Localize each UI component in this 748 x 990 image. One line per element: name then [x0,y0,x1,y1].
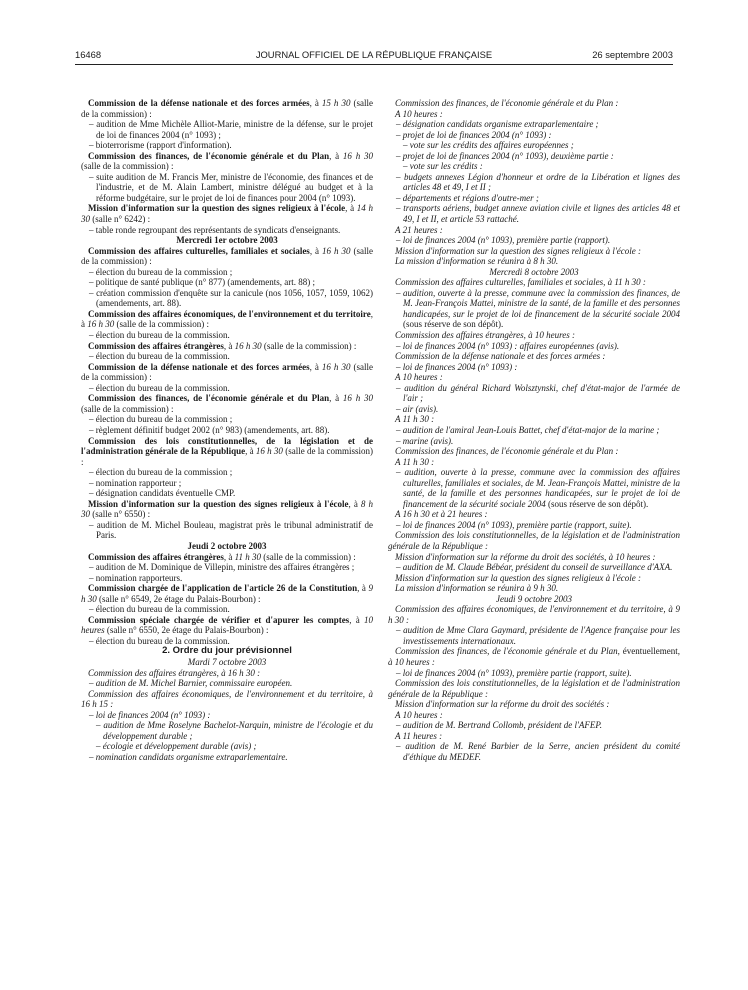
text-run: 2. Ordre du jour prévisionnel [162,645,292,657]
agenda-item [81,172,373,204]
text-run: – vote sur les crédits des affaires européennes ; [403,140,574,151]
text-run: Commission des affaires étrangères [88,551,224,562]
agenda-item [81,330,373,341]
text-run: – élection du bureau de la commission. [89,604,230,615]
text-run: – désignation candidats organisme extraparlementaire ; [396,119,599,130]
text-run: – élection du bureau de la commission ; [89,467,233,478]
agenda-item [81,225,373,236]
day-heading [81,541,373,552]
agenda-item [81,478,373,489]
agenda-paragraph [388,530,680,551]
text-run: – audition du général Richard Wolsztynski, chef d'état-major de l'armée de l'air ; [396,382,680,404]
text-run: – audition de M. Bertrand Collomb, président de l'AFEP. [396,720,602,731]
text-run: – audition de M. Claude Bébéar, président du conseil de surveillance d'AXA. [396,562,673,573]
text-run: – élection du bureau de la commission. [89,351,230,362]
agenda-item [388,193,680,204]
agenda-paragraph [81,436,373,468]
text-run: La mission d'information se réunira à 8 h 30. [395,256,559,267]
text-run: – nomination candidats organisme extraparlementaire. [89,751,288,762]
text-run: – audition de M. René Barbier de la Serre, ancien président du comité d'éthique du MEDEF. [396,741,680,762]
agenda-item [81,288,373,309]
text-run: , à [345,203,357,214]
day-heading [81,657,373,668]
agenda-paragraph [388,446,680,457]
text-run: – marine (avis). [396,435,454,446]
text-run: – audition de M. Dominique de Villepin, ministre des affaires étrangères ; [89,562,355,573]
text-run: – audition de M. Michel Barnier, commissaire européen. [89,678,293,689]
text-run: Commission de la défense nationale et des forces armées [88,98,310,108]
text-run: Mission d'information sur la question des signes religieux à l'école : [395,245,641,256]
agenda-paragraph [388,699,680,710]
section-heading [81,646,373,657]
agenda-item [388,161,680,172]
agenda-item [81,752,373,763]
agenda-item [388,130,680,141]
agenda-item [388,741,680,762]
text-run: 8 h 30 [81,498,373,520]
text-run: – élection du bureau de la commission ; [89,414,233,425]
agenda-paragraph [81,615,373,636]
text-run: (salle de la commission) : [261,551,356,562]
text-run: 16 h 30 [234,340,262,351]
text-run: , à [309,361,322,372]
text-run: Commission spéciale chargée de vérifier et d'apurer les comptes [88,614,350,625]
text-run: Commission des affaires étrangères, à 10 heures : [395,330,575,341]
text-run: A 10 heures : [395,108,443,119]
agenda-paragraph [388,256,680,267]
text-run: – élection du bureau de la commission. [89,382,230,393]
agenda-item [81,604,373,615]
text-run: , à 10 heures : [388,646,680,667]
text-run: Commission chargée de l'application de l'article 26 de la Constitution [88,583,358,594]
text-run: – loi de finances 2004 (n° 1093) : affaires européennes (avis). [396,340,620,351]
agenda-item [388,425,680,436]
text-run: (salle n° 6242) : [90,214,151,225]
text-run: 15 h 30 [321,98,351,108]
page-header [75,50,673,64]
text-run: Mission d'information sur la réforme du droit des sociétés, à 10 heures : [395,551,656,562]
agenda-item [388,720,680,731]
agenda-paragraph [388,98,680,109]
agenda-item [81,140,373,151]
text-run: , à [245,446,256,457]
text-run: – loi de finances 2004 (n° 1093) : [396,361,518,372]
text-run: A 11 heures : [395,730,443,741]
text-run: (salle de la commission) : [261,340,357,351]
agenda-item [388,362,680,373]
text-run: Commission des affaires économiques, de l'environnement et du territoire, à 16 h 15 : [81,688,373,710]
text-run: – élection du bureau de la commission. [89,635,230,646]
text-run: – table ronde regroupant des représentants de syndicats d'enseignants. [89,224,341,235]
agenda-item [81,520,373,541]
agenda-paragraph [81,341,373,352]
text-run: Mission d'information sur la réforme du droit des sociétés : [395,699,610,710]
text-run: (salle de la commission) : [81,361,373,383]
text-run: Commission des finances, de l'économie générale et du Plan [88,393,330,404]
agenda-paragraph [388,509,680,520]
text-run: – nomination rapporteur ; [89,477,182,488]
text-run: Commission des finances, de l'économie générale et du Plan : [395,98,619,108]
agenda-paragraph [388,246,680,257]
text-run: (salle n° 6549, 2e étage du Palais-Bourbon) : [96,593,261,604]
agenda-item [388,140,680,151]
agenda-paragraph [81,151,373,172]
day-heading [388,594,680,605]
text-run: , à [329,150,343,161]
text-run: A 11 h 30 : [395,456,435,467]
text-run: – audition de Mme Michèle Alliot-Marie, ministre de la défense, sur le projet de loi de finances 2004 (n° 1093) ; [89,119,373,140]
agenda-item [81,414,373,425]
text-run: Commission de la défense nationale et des forces armées : [395,351,606,362]
agenda-paragraph [388,109,680,120]
text-run: (salle n° 6550, 2e étage du Palais-Bourbon) : [104,625,269,636]
text-run: éventuellement [622,646,678,657]
agenda-item [388,151,680,162]
page-number: 16468 [75,49,102,60]
agenda-paragraph [81,309,373,330]
text-run: Mission d'information sur la question des signes religieux à l'école : [395,572,641,583]
text-run: (sous réserve de son dépôt). [403,319,504,330]
agenda-item [81,573,373,584]
text-run: (salle de la commission) : [81,403,174,414]
agenda-item [388,467,680,509]
text-run: – création commission d'enquête sur la canicule (nos 1056, 1057, 1059, 1062) (amendements, art. 88). [89,287,373,309]
text-run: Commission des affaires économiques, de l'environnement et du territoire [88,308,371,319]
agenda-paragraph [388,414,680,425]
agenda-item [81,720,373,741]
text-run: A 10 heures : [395,709,443,720]
text-run: – suite audition de M. Francis Mer, ministre de l'économie, des finances et de l'industrie, et de M. Alain Lambert, ministre délégué au budget et à la réforme budgétaire, sur le projet de loi de finances pour 2004 (n° 1093). [89,171,373,203]
text-run: (salle n° 6550) : [90,509,151,520]
text-run: A 21 heures : [395,224,443,235]
text-run: – élection du bureau de la commission. [89,330,230,341]
text-run: 16 h 30 [87,319,115,330]
agenda-paragraph [388,678,680,699]
agenda-paragraph [388,372,680,383]
text-run: Mission d'information sur la question des signes religieux à l'école [88,203,346,214]
text-run: Mission d'information sur la question des signes religieux à l'école [88,498,349,509]
agenda-item [388,436,680,447]
agenda-item [81,119,373,140]
agenda-paragraph [388,646,680,667]
agenda-item [388,203,680,224]
text-run: – nomination rapporteurs. [89,572,183,583]
agenda-item [388,668,680,679]
agenda-item [388,404,680,415]
day-heading [81,235,373,246]
text-run: Commission des affaires étrangères [88,340,224,351]
agenda-item [388,520,680,531]
text-run: A 16 h 30 et à 21 heures : [395,509,488,520]
text-run: , à [357,583,369,594]
left-column [81,98,373,762]
text-run: A 11 h 30 : [395,414,435,425]
text-run: 16 h 30 [342,393,373,404]
agenda-paragraph [81,499,373,520]
agenda-paragraph [81,552,373,563]
text-run: Commission des affaires culturelles, familiales et sociales, à 11 h 30 : [395,277,646,288]
agenda-paragraph [388,604,680,625]
agenda-paragraph [388,731,680,742]
text-run: Commission des lois constitutionnelles, de la législation et de l'administration générale de la République [81,435,373,457]
text-run: (salle de la commission) : [81,161,174,172]
text-run: Commission des affaires étrangères, à 16 h 30 : [88,667,261,678]
agenda-item [81,277,373,288]
agenda-item [81,351,373,362]
text-run: – bioterrorisme (rapport d'information). [89,140,232,151]
text-run: A 10 heures : [395,372,443,383]
text-run: – loi de finances 2004 (n° 1093), première partie (rapport, suite). [396,519,632,530]
text-run: – audition de Mme Roselyne Bachelot-Narquin, ministre de l'écologie et du développement durable ; [96,720,373,741]
text-run: – écologie et développement durable (avis) ; [96,741,257,752]
agenda-item [388,625,680,646]
text-run: (salle de la commission) : [81,98,373,119]
text-run: Commission des finances, de l'économie générale et du Plan [88,150,330,161]
text-run: – désignation candidats éventuelle CMP. [89,488,236,499]
agenda-paragraph [388,457,680,468]
agenda-item [388,383,680,404]
text-run: Mardi 7 octobre 2003 [187,656,267,667]
text-run: , à [309,98,322,108]
day-heading [388,267,680,278]
text-run: Mercredi 8 octobre 2003 [489,266,579,277]
text-run: Commission des finances, de l'économie générale et du Plan : [395,446,619,457]
text-run: – audition de Mme Clara Gaymard, présidente de l'Agence française pour les investissements internationaux. [396,625,680,646]
header-rule [75,64,673,65]
text-run: (sous réserve de son dépôt). [547,498,649,509]
text-run: – départements et régions d'outre-mer ; [396,192,539,203]
agenda-paragraph [81,583,373,604]
text-run: – loi de finances 2004 (n° 1093) : [89,709,211,720]
agenda-item [81,562,373,573]
agenda-item [81,267,373,278]
agenda-item [81,710,373,721]
text-run: Commission des affaires culturelles, familiales et sociales [88,245,310,256]
text-run: , à [223,551,235,562]
text-run: 9 h 30 [81,583,373,604]
text-run: La mission d'information se réunira à 9 h 30. [395,583,559,594]
text-run: , à [81,308,373,330]
agenda-paragraph [81,98,373,119]
agenda-paragraph [388,277,680,288]
text-run: – audition de l'amiral Jean-Louis Battet, chef d'état-major de la marine ; [396,424,660,435]
agenda-paragraph [388,225,680,236]
text-run: – élection du bureau de la commission ; [89,266,233,277]
agenda-item [388,235,680,246]
agenda-item [388,562,680,573]
text-run: – loi de finances 2004 (n° 1093), première partie (rapport). [396,235,611,246]
text-run: – air (avis). [396,403,439,414]
text-run: – audition de M. Michel Bouleau, magistrat près le tribunal administratif de Paris. [89,519,373,541]
text-run: – projet de loi de finances 2004 (n° 1093), deuxième partie : [396,150,614,161]
text-run: 16 h 30 [321,361,351,372]
text-run: , à [309,245,323,256]
text-run: Commission de la défense nationale et des forces armées [88,361,310,372]
agenda-item [388,341,680,352]
agenda-paragraph [388,710,680,721]
text-run: , à [348,498,361,509]
text-run: , à [223,340,235,351]
text-run: – budgets annexes Légion d'honneur et ordre de la Libération et lignes des articles 48 et 49, I et II ; [396,171,680,193]
text-run: – audition, ouverte à la presse, commune avec la commission des finances, de M. Jean-François Mattei, ministre de la santé, de la famille et des personnes handicapées, sur le projet de loi de financement de la sécurité sociale 2004 [396,287,680,319]
text-run: Commission des lois constitutionnelles, de la législation et de l'administration générale de la République : [388,530,680,551]
text-run: – politique de santé publique (n° 877) (amendements, art. 88) ; [89,277,316,288]
text-run: , à [329,393,343,404]
agenda-paragraph [81,246,373,267]
right-column [388,98,680,762]
agenda-paragraph [388,573,680,584]
text-run: Commission des affaires économiques, de l'environnement et du territoire, à 9 h 30 : [388,604,680,625]
text-run: Commission des lois constitutionnelles, de la législation et de l'administration générale de la République : [388,678,680,699]
text-run: – audition, ouverte à la presse, commune avec la commission des affaires culturelles, familiales et sociales, de M. Jean-François Mattei, ministre de la santé, de la famille et des personnes handicapées, sur le projet de loi de financement de la sécurité sociale 2004 [396,467,680,509]
text-run: 14 h 30 [81,203,373,225]
agenda-paragraph [81,362,373,383]
issue-date: 26 septembre 2003 [592,49,673,60]
agenda-paragraph [81,393,373,414]
agenda-item [388,288,680,330]
agenda-paragraph [81,668,373,679]
text-run: – règlement définitif budget 2002 (n° 983) (amendements, art. 88). [89,424,330,435]
text-run: 11 h 30 [234,551,261,562]
text-run: Jeudi 2 octobre 2003 [187,540,267,551]
agenda-paragraph [388,552,680,563]
text-run: Jeudi 9 octobre 2003 [496,593,572,604]
agenda-item [81,678,373,689]
agenda-paragraph [388,330,680,341]
agenda-item [388,119,680,130]
text-run: 16 h 30 [255,446,283,457]
agenda-item [81,488,373,499]
text-run: Mercredi 1er octobre 2003 [176,235,278,246]
text-run: – loi de finances 2004 (n° 1093), première partie (rapport, suite). [396,667,632,678]
agenda-paragraph [81,203,373,224]
agenda-paragraph [388,583,680,594]
text-run: 10 heures [81,614,374,636]
journal-title: JOURNAL OFFICIEL DE LA RÉPUBLIQUE FRANÇAISE [255,49,493,60]
text-run: (salle de la commission) : [81,245,374,267]
text-run: (salle de la commission) : [114,319,209,330]
text-run: – transports aériens, budget annexe aviation civile et lignes des articles 48 et 49, I et II, et article 53 rattaché. [396,203,680,225]
text-run: (salle de la commission) : [81,446,373,467]
text-run: – projet de loi de finances 2004 (n° 1093) : [396,129,552,140]
text-run: 16 h 30 [342,150,373,161]
agenda-item [388,172,680,193]
agenda-item [81,383,373,394]
agenda-item [81,741,373,752]
agenda-item [81,425,373,436]
text-run: – vote sur les crédits : [403,161,483,172]
text-run: , à [349,614,365,625]
agenda-paragraph [388,351,680,362]
text-run: Commission des finances, de l'économie générale et du Plan, [395,646,623,657]
agenda-item [81,467,373,478]
text-run: 16 h 30 [322,245,351,256]
agenda-paragraph [81,689,373,710]
